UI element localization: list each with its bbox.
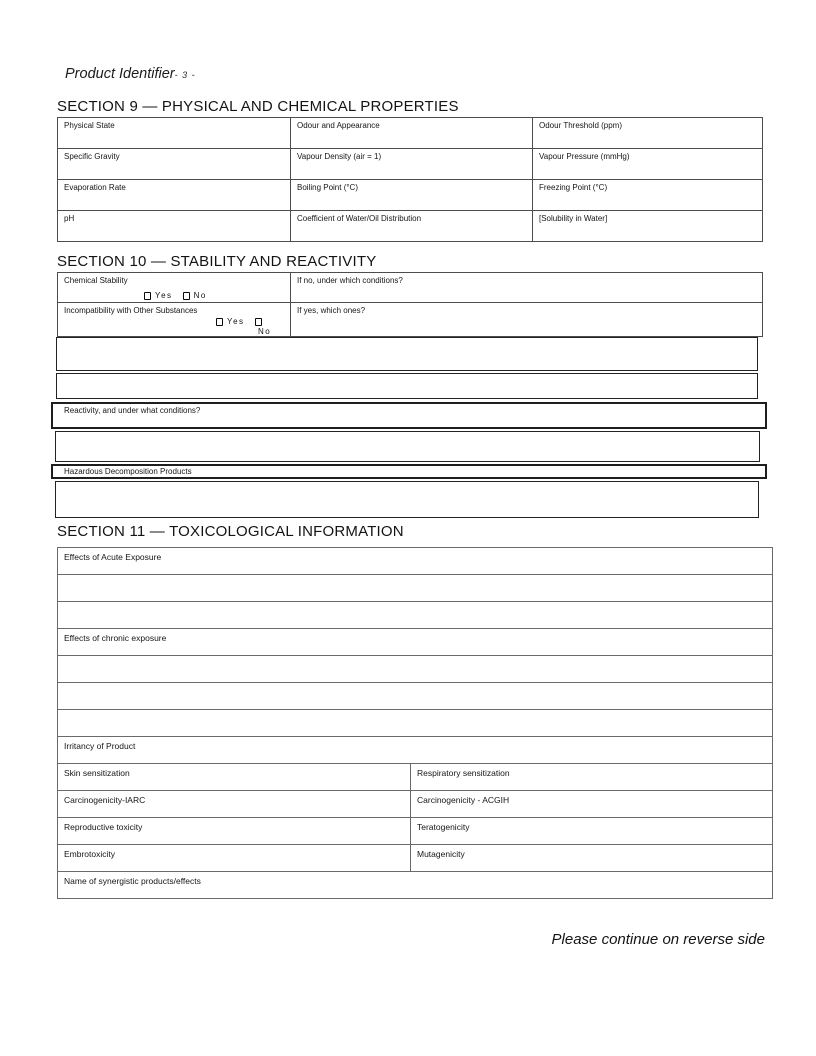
- field-embrotoxicity[interactable]: [58, 845, 411, 872]
- field-label: Coefficient of Water/Oil Distribution: [297, 214, 422, 223]
- field-label: Odour and Appearance: [297, 121, 380, 130]
- product-identifier-label: Product Identifier: [65, 66, 175, 82]
- chronic-writein-row-2[interactable]: [58, 683, 773, 710]
- field-freezing-point[interactable]: [533, 180, 763, 211]
- incompatibility-no-checkbox[interactable]: [255, 318, 262, 326]
- field-carcinogenicity-acgih[interactable]: [411, 791, 773, 818]
- chronic-writein-row-1[interactable]: [58, 656, 773, 683]
- continue-reverse-note: Please continue on reverse side: [551, 931, 765, 948]
- field-mutagenicity[interactable]: [411, 845, 773, 872]
- field-vapour-density[interactable]: [291, 149, 533, 180]
- table-row: [58, 575, 773, 602]
- hazardous-writein-box[interactable]: [55, 481, 759, 518]
- field-evaporation-rate[interactable]: [58, 180, 291, 211]
- no-label: No: [193, 291, 207, 301]
- yes-label: Yes: [227, 317, 245, 327]
- field-label: Vapour Pressure (mmHg): [539, 152, 630, 161]
- table-row: [58, 303, 763, 337]
- reactivity-conditions-field[interactable]: [51, 402, 767, 429]
- field-chronic-exposure[interactable]: [58, 629, 773, 656]
- field-label: Embrotoxicity: [64, 849, 116, 859]
- acute-writein-row-2[interactable]: [58, 602, 773, 629]
- table-row: [58, 791, 773, 818]
- section-9-title: SECTION 9 — PHYSICAL AND CHEMICAL PROPERTIES: [57, 98, 459, 115]
- field-carcinogenicity-iarc[interactable]: [58, 791, 411, 818]
- table-row: [58, 118, 763, 149]
- field-physical-state[interactable]: [58, 118, 291, 149]
- incompatibility-choice: [216, 317, 287, 326]
- field-label: Freezing Point (°C): [539, 183, 608, 192]
- field-label: Mutagenicity: [417, 849, 465, 859]
- chemical-stability-choice: [144, 291, 287, 300]
- chemical-stability-yes-checkbox[interactable]: [144, 292, 151, 300]
- reactivity-writein-box[interactable]: [55, 431, 760, 462]
- field-label: Effects of Acute Exposure: [64, 552, 162, 562]
- section-9-table: [57, 117, 763, 242]
- table-row: [58, 273, 763, 303]
- field-ph[interactable]: [58, 211, 291, 242]
- field-boiling-point[interactable]: [291, 180, 533, 211]
- field-odour-appearance[interactable]: [291, 118, 533, 149]
- field-skin-sensitization[interactable]: [58, 764, 411, 791]
- field-irritancy[interactable]: [58, 737, 773, 764]
- field-chemical-stability[interactable]: [58, 273, 291, 303]
- stability-writein-box-1[interactable]: [56, 337, 758, 371]
- field-label: Chemical Stability: [64, 276, 128, 285]
- table-row: [58, 180, 763, 211]
- incompatibility-yes-checkbox[interactable]: [216, 318, 223, 326]
- section-11-title: SECTION 11 — TOXICOLOGICAL INFORMATION: [57, 523, 404, 540]
- chronic-writein-row-3[interactable]: [58, 710, 773, 737]
- field-label: Physical State: [64, 121, 115, 130]
- field-label: Irritancy of Product: [64, 741, 136, 751]
- field-label: Skin sensitization: [64, 768, 130, 778]
- table-row: [58, 211, 763, 242]
- field-label: Respiratory sensitization: [417, 768, 510, 778]
- field-odour-threshold[interactable]: [533, 118, 763, 149]
- stability-writein-box-2[interactable]: [56, 373, 758, 399]
- field-if-no-conditions[interactable]: [291, 273, 763, 303]
- field-incompatibility[interactable]: [58, 303, 291, 337]
- field-label: Carcinogenicity-IARC: [64, 795, 146, 805]
- table-row: [58, 656, 773, 683]
- section-10-table: [57, 272, 763, 337]
- chemical-stability-no-checkbox[interactable]: [183, 292, 190, 300]
- field-label: If no, under which conditions?: [297, 276, 403, 285]
- table-row: [58, 845, 773, 872]
- field-label: [Solubility in Water]: [539, 214, 608, 223]
- table-row: [58, 872, 773, 899]
- table-row: [58, 149, 763, 180]
- table-row: [58, 764, 773, 791]
- field-specific-gravity[interactable]: [58, 149, 291, 180]
- field-label: Carcinogenicity - ACGIH: [417, 795, 510, 805]
- field-label: Specific Gravity: [64, 152, 120, 161]
- field-label: Incompatibility with Other Substances: [64, 306, 198, 315]
- field-if-yes-which-ones[interactable]: [291, 303, 763, 337]
- table-row: [58, 602, 773, 629]
- field-acute-exposure[interactable]: [58, 548, 773, 575]
- field-solubility-in-water[interactable]: [533, 211, 763, 242]
- no-label: No: [258, 326, 272, 336]
- field-vapour-pressure[interactable]: [533, 149, 763, 180]
- section-10-title: SECTION 10 — STABILITY AND REACTIVITY: [57, 253, 377, 270]
- field-label: Boiling Point (°C): [297, 183, 358, 192]
- field-label: Odour Threshold (ppm): [539, 121, 622, 130]
- product-identifier-heading: [65, 66, 196, 82]
- hazardous-decomposition-field[interactable]: [51, 464, 767, 479]
- field-label: Reproductive toxicity: [64, 822, 143, 832]
- field-label: Evaporation Rate: [64, 183, 126, 192]
- field-reproductive-toxicity[interactable]: [58, 818, 411, 845]
- table-row: [58, 818, 773, 845]
- field-synergistic-products[interactable]: [58, 872, 773, 899]
- field-label: If yes, which ones?: [297, 306, 366, 315]
- table-row: [58, 629, 773, 656]
- field-label: Teratogenicity: [417, 822, 470, 832]
- field-label: Hazardous Decomposition Products: [64, 467, 192, 476]
- table-row: [58, 737, 773, 764]
- table-row: [58, 710, 773, 737]
- field-teratogenicity[interactable]: [411, 818, 773, 845]
- field-label: Effects of chronic exposure: [64, 633, 167, 643]
- field-water-oil-coefficient[interactable]: [291, 211, 533, 242]
- field-label: pH: [64, 214, 75, 223]
- field-label: Name of synergistic products/effects: [64, 876, 201, 886]
- page-number: - 3 -: [174, 70, 196, 80]
- yes-label: Yes: [155, 291, 173, 301]
- field-label: Vapour Density (air = 1): [297, 152, 382, 161]
- table-row: [58, 683, 773, 710]
- acute-writein-row-1[interactable]: [58, 575, 773, 602]
- field-respiratory-sensitization[interactable]: [411, 764, 773, 791]
- table-row: [58, 548, 773, 575]
- field-label: Reactivity, and under what conditions?: [64, 406, 201, 415]
- section-11-table: [57, 547, 773, 899]
